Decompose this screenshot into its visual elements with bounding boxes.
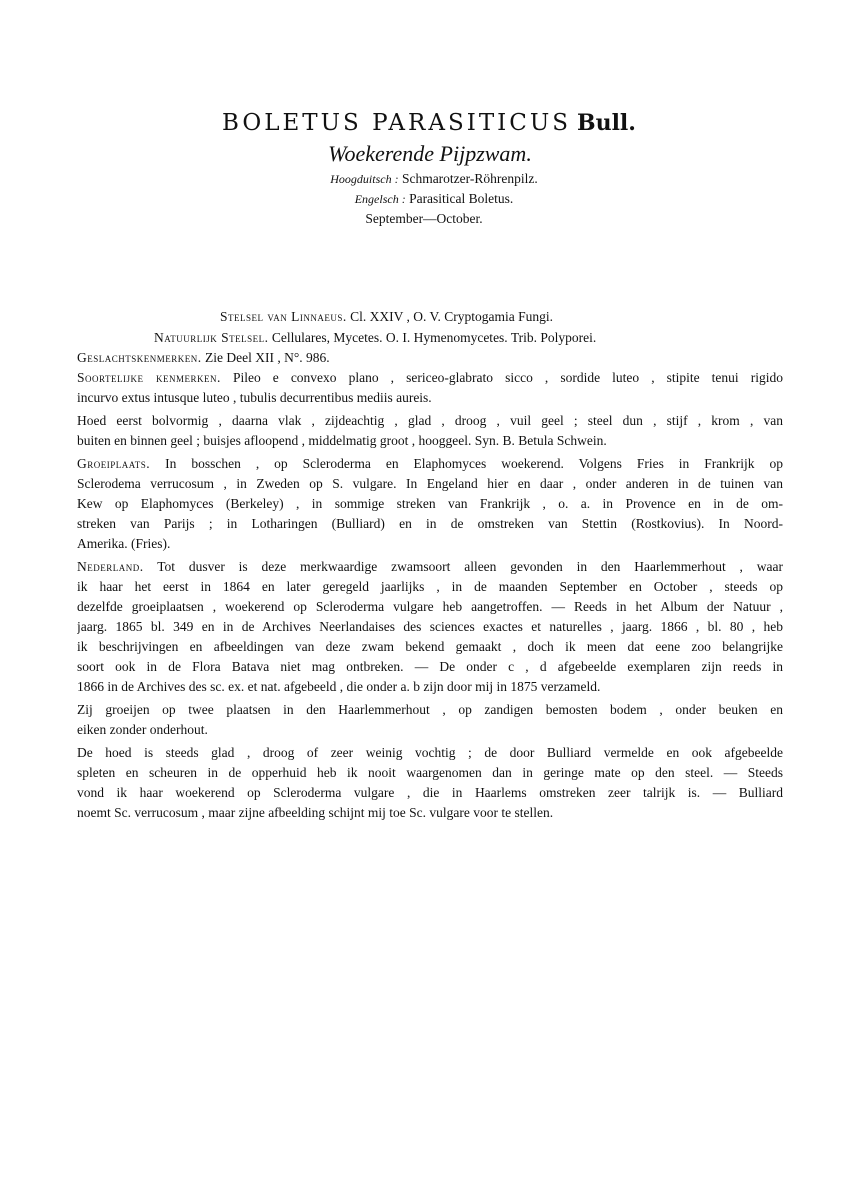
linnaeus-line [220,307,553,327]
body-text [77,368,783,826]
linnaeus-label: Stelsel van Linnaeus. [220,309,347,324]
text-line: De hoed is steeds glad , droog of zeer weinig vochtig ; de door Bulliard vermelde en ook afgebeelde [77,745,783,760]
paragraph-description [77,411,783,451]
paragraph-remarks [77,743,783,823]
paragraph-netherlands [77,557,783,697]
natural-system-text: Cellulares, Mycetes. O. I. Hymenomycetes. Trib. Polyporei. [271,330,597,345]
text-line: Groeiplaats. In bosschen , op Scleroderma en Elaphomyces woekerend. Volgens Fries in Frankrijk op [77,456,783,471]
text-line: streken van Parijs ; in Lotharingen (Bulliard) en in de omstreken van Stettin (Rostkovius). In Noord- [77,516,783,531]
text-line: noemt Sc. verrucosum , maar zijne afbeelding schijnt mij toe Sc. vulgare voor te stellen. [77,805,554,820]
natural-system-label: Natuurlijk Stelsel. [154,330,269,345]
header [0,108,868,229]
german-name: Schmarotzer-Röhrenpilz. [401,171,538,186]
text-line: vond ik haar woekerend op Scleroderma vulgare , die in Haarlems omstreken zeer talrijk is. — Bulliard [77,785,783,800]
text-line: jaarg. 1865 bl. 349 en in de Archives Neerlandaises des sciences exactes et naturelles , jaarg. 1866 , bl. 80 , heb [77,619,783,634]
english-label: Engelsch : [354,192,406,206]
english-line [0,189,868,209]
section-label: Soortelijke kenmerken. [77,370,221,385]
text-line: Sclerodema verrucosum , in Zweden op S. vulgare. In Engeland hier en daar , onder anderen in de tuinen van [77,476,783,491]
species-author: Bull. [576,110,636,136]
text-line: Zij groeijen op twee plaatsen in den Haarlemmerhout , op zandigen bemosten bodem , onder beuken en [77,702,783,717]
section-label: Nederland. [77,559,144,574]
text-line: 1866 in de Archives des sc. ex. et nat. afgebeeld , die onder a. b zijn door mij in 1875 verzameld. [77,679,601,694]
dutch-name: Woekerende Pijpzwam. [328,141,532,166]
text-line: Nederland. Tot dusver is deze merkwaardige zwamsoort alleen gevonden in den Haarlemmerhout , waar [77,559,783,574]
text-line: dezelfde groeiplaatsen , woekerend op Scleroderma vulgare heb aangetroffen. — Reeds in het Album der Natuur , [77,599,783,614]
linnaeus-text: Cl. XXIV , O. V. Cryptogamia Fungi. [350,309,553,324]
text-line: buiten en binnen geel ; buisjes afloopend , middelmatig groot , hooggeel. Syn. B. Betula Schwein. [77,433,607,448]
paragraph-habitat [77,454,783,554]
text-line: ik haar het eerst in 1864 en later geregeld jaarlijks , in de maanden September en October , steeds op [77,579,783,594]
text-line: ik beschrijvingen en afbeeldingen van deze zwam bekend gemaakt , doch ik meen dat eene zoo belangrijke [77,639,783,654]
paragraph-growth [77,700,783,740]
genus-text: Zie Deel XII , N°. 986. [205,350,330,365]
genus-line [77,348,330,368]
season: September—October. [365,211,483,226]
english-name: Parasitical Boletus. [409,191,514,206]
text-line: soort ook in de Flora Batava niet mag ontbreken. — De onder c , d afgebeelde exemplaren zijn reeds in [77,659,783,674]
text-line: Amerika. (Fries). [77,536,171,551]
german-label: Hoogduitsch : [330,172,399,186]
species-name: BOLETUS PARASITICUS [222,110,571,136]
text-line: spleten en scheuren in de opperhuid heb ik nooit waargenomen dan in geringe mate op den steel. — Steeds [77,765,783,780]
text-line: incurvo extus intusque luteo , tubulis decurrentibus mediis aureis. [77,390,432,405]
german-line [0,169,868,189]
genus-label: Geslachtskenmerken. [77,350,202,365]
text-line: Kew op Elaphomyces (Berkeley) , in sommige streken van Frankrijk , o. a. in Provence en in de om- [77,496,783,511]
text-line: Soortelijke kenmerken. Pileo e convexo plano , sericeo-glabrato sicco , sordide luteo , stipite tenui rigido [77,370,783,385]
section-label: Groeiplaats. [77,456,151,471]
text-line: Hoed eerst bolvormig , daarna vlak , zijdeachtig , glad , droog , vuil geel ; steel dun , stijf , krom , van [77,413,783,428]
text-line: eiken zonder onderhout. [77,722,208,737]
natural-system-line [154,328,596,348]
species-title [0,108,863,138]
paragraph-characteristics [77,368,783,408]
